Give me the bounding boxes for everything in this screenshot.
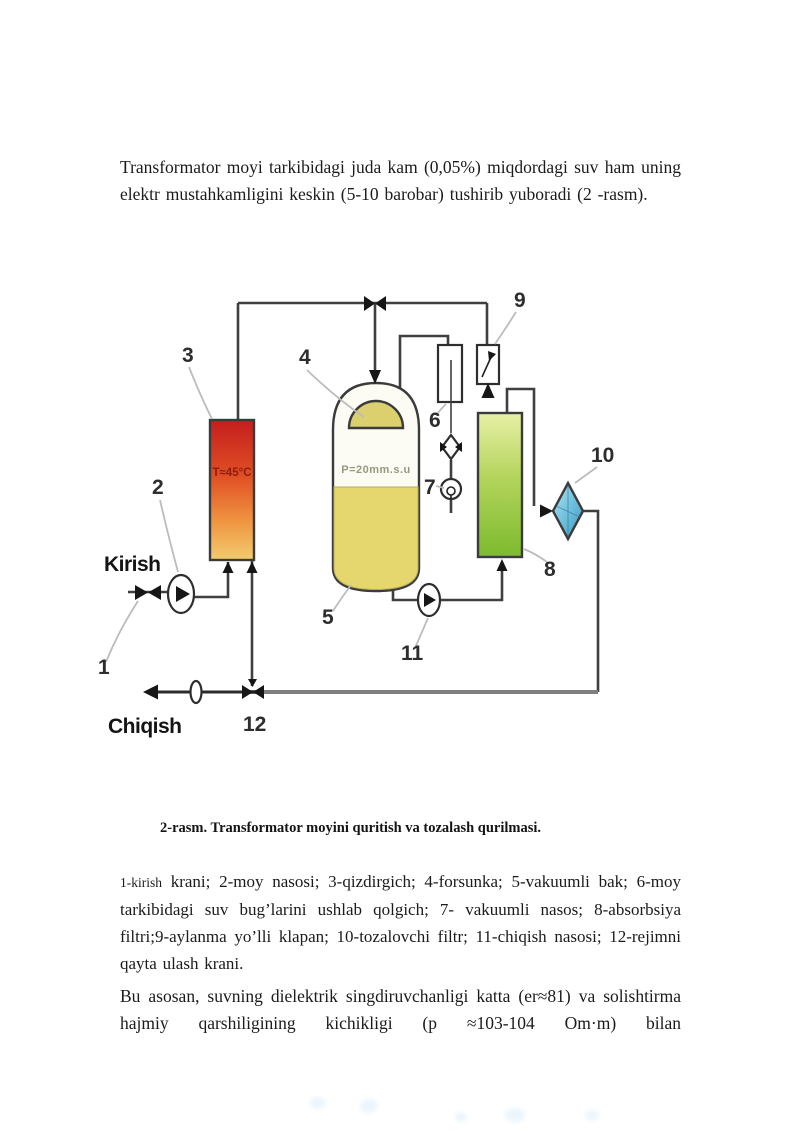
inlet-label: Kirish bbox=[104, 553, 161, 576]
vacuum-valve bbox=[440, 435, 462, 459]
heater-temperature-label: T≈45°C bbox=[212, 467, 252, 479]
callout-7: 7 bbox=[424, 476, 436, 499]
oil-pump bbox=[168, 575, 194, 613]
paragraph-intro: Transformator moyi tarkibidagi juda kam (0,05%) miqdordagi suv ham uning elektr mustahkamligini keskin (5-10 barobar) tushirib yuboradi (2 -rasm). bbox=[120, 156, 681, 204]
callout-2: 2 bbox=[152, 476, 164, 499]
callout-12: 12 bbox=[243, 713, 267, 736]
absorption-filter bbox=[478, 413, 522, 557]
callout-11: 11 bbox=[401, 642, 424, 665]
callout-1: 1 bbox=[98, 656, 110, 679]
callout-5: 5 bbox=[322, 606, 334, 629]
vacuum-tank bbox=[333, 383, 419, 591]
oil-level bbox=[334, 487, 418, 590]
figure-oil-treatment-diagram bbox=[88, 270, 618, 755]
figure-caption: 2-rasm. Transformator moyini quritish va tozalash qurilmasi. bbox=[160, 820, 542, 836]
inlet-valve bbox=[135, 585, 161, 600]
vacuum-pump bbox=[441, 479, 461, 499]
mode-valve bbox=[242, 679, 264, 699]
callout-6: 6 bbox=[429, 409, 441, 432]
callout-3: 3 bbox=[182, 344, 194, 367]
heater bbox=[210, 420, 254, 560]
outlet-label: Chiqish bbox=[108, 715, 182, 738]
cleaning-filter bbox=[540, 483, 583, 539]
callout-10: 10 bbox=[591, 444, 615, 467]
figure-legend bbox=[120, 868, 681, 977]
callout-4: 4 bbox=[299, 346, 311, 369]
vapour-trap bbox=[438, 345, 462, 433]
outlet-check-valve bbox=[191, 681, 202, 703]
tank-pressure-label: P=20mm.s.u bbox=[341, 464, 411, 476]
legend-rest: krani; 2-moy nasosi; 3-qizdirgich; 4-forsunka; 5-vakuumli bak; 6-moy tarkibidagi suv bug’larini ushlab qolgich; 7- vakuumli nasos; 8-absorbsiya filtri;9-aylanma yo’lli klapan; 10-tozalovchi filtr; 11-chiqish nasosi; 12-rejimni qayta ulash krani. bbox=[120, 872, 681, 973]
paragraph-body: Bu asosan, suvning dielektrik singdiruvchanligi katta (er≈81) va solishtirma hajmiy qarshiligining kichikligi (p ≈103-104 Om·m) bilan bbox=[120, 985, 681, 1033]
flow-arrows bbox=[143, 370, 508, 700]
bypass-valve bbox=[477, 345, 499, 398]
callout-9: 9 bbox=[514, 289, 526, 312]
legend-lead: 1-kirish bbox=[120, 875, 162, 890]
outlet-pump bbox=[418, 584, 440, 616]
callout-8: 8 bbox=[544, 558, 556, 581]
